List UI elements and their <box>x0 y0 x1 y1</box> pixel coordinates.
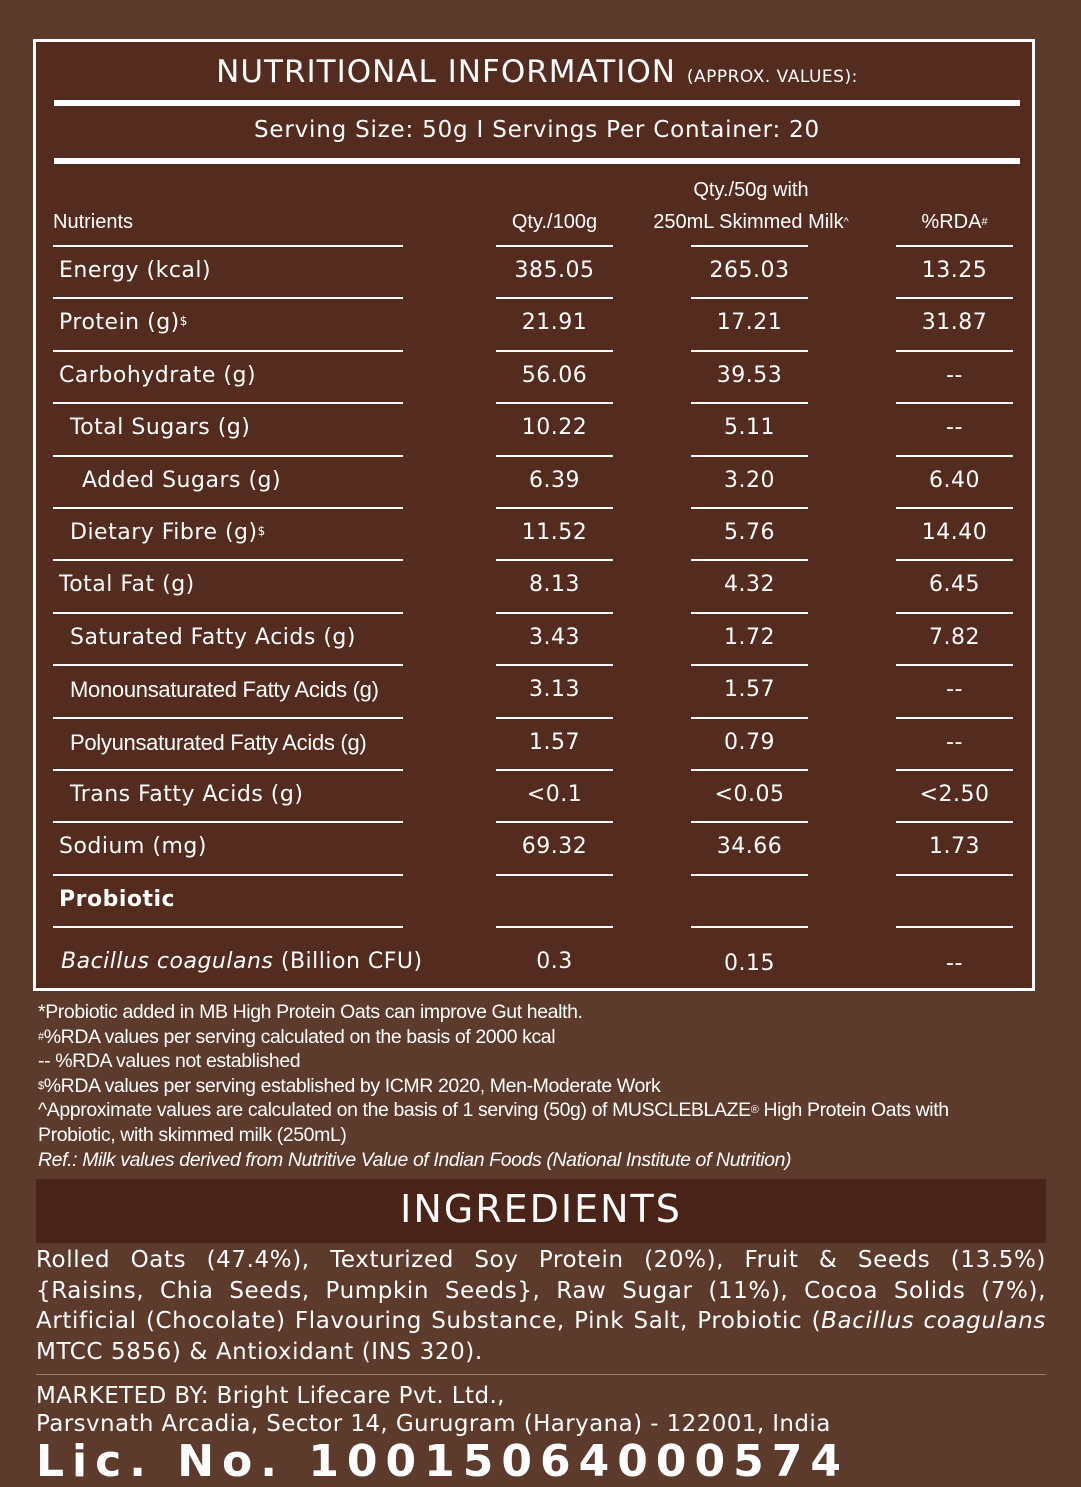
marketer-line-1: MARKETED BY: Bright Lifecare Pvt. Ltd., <box>36 1383 505 1409</box>
nutrient-label: Total Fat (g) <box>59 572 195 598</box>
note-reference: Ref.: Milk values derived from Nutritive Value of Indian Foods (National Institute of Nutrition) <box>38 1148 792 1171</box>
footnotes <box>38 1000 1038 1172</box>
value-rda: 14.40 <box>921 520 988 545</box>
row-line-qty100 <box>496 297 613 299</box>
nutrient-name <box>59 361 256 391</box>
value-qty100: 1.57 <box>529 729 580 755</box>
panel-title <box>36 54 1038 90</box>
row-line-rda <box>896 874 1013 876</box>
serving-info: Serving Size: 50g I Servings Per Container: 20 <box>253 117 820 143</box>
nutrient-mark: $ <box>257 524 266 538</box>
row-line-name <box>53 821 403 823</box>
nutrient-name <box>70 413 250 443</box>
value-qty100: <0.1 <box>526 782 583 807</box>
row-line-qty100 <box>496 769 613 771</box>
row-line-qty100 <box>496 821 613 823</box>
nutrient-name <box>82 466 281 496</box>
value-rda: -- <box>946 362 963 388</box>
ingredients-line-1: Rolled Oats (47.4%), Texturized Soy Protein (20%), Fruit & Seeds (13.5%) <box>36 1247 1046 1273</box>
nutrient-name <box>70 518 266 548</box>
row-line-name <box>53 507 403 509</box>
row-line-qty100 <box>496 559 613 561</box>
nutrient-name <box>70 675 379 705</box>
note-mark-hash: # <box>38 1030 44 1043</box>
row-line-qty100 <box>496 612 613 614</box>
row-line-qty50 <box>691 297 808 299</box>
row-line-name <box>53 926 403 928</box>
note-probiotic: *Probiotic added in MB High Protein Oats can improve Gut health. <box>38 1001 583 1023</box>
col-header-qty100: Qty./100g <box>511 211 598 233</box>
strain-unit: (Billion CFU) <box>280 949 423 975</box>
rda-mark: # <box>981 216 988 228</box>
nutrient-label: Added Sugars (g) <box>82 467 282 493</box>
value-qty50: 17.21 <box>716 310 783 336</box>
row-line-qty100 <box>496 350 613 352</box>
qty50-label: 250mL Skimmed Milk <box>653 211 844 233</box>
row-line-rda <box>896 769 1013 771</box>
row-line-qty100 <box>496 717 613 719</box>
row-line-rda <box>896 455 1013 457</box>
row-line-name <box>53 717 403 719</box>
nutrient-label: Trans Fatty Acids (g) <box>70 782 304 807</box>
note-icmr <box>38 1074 1038 1099</box>
note-mark-dollar: $ <box>38 1079 44 1092</box>
row-line-qty50 <box>691 717 808 719</box>
value-rda: 7.82 <box>929 624 980 650</box>
row-line-name <box>53 559 403 561</box>
row-line-qty100 <box>496 664 613 666</box>
col-header-qty50-line1: Qty./50g with <box>693 179 809 201</box>
row-line-qty50 <box>691 507 808 509</box>
license-number: Lic. No. 10015064000574 <box>36 1436 849 1487</box>
row-line-rda <box>896 350 1013 352</box>
nutrient-label: Carbohydrate (g) <box>59 362 257 388</box>
note-rda-basis-text: %RDA values per serving calculated on the basis of 2000 kcal <box>43 1025 556 1048</box>
strain-italic: Bacillus coagulans <box>61 949 274 975</box>
value-qty50: 0.79 <box>724 729 775 755</box>
ingredients-list <box>36 1245 1046 1367</box>
row-line-qty100 <box>496 507 613 509</box>
row-line-rda <box>896 245 1013 247</box>
value-rda: -- <box>946 677 963 703</box>
row-line-rda <box>896 717 1013 719</box>
row-line-name <box>53 664 403 666</box>
nutrient-name <box>59 885 175 915</box>
row-line-name <box>53 297 403 299</box>
title-text: NUTRITIONAL INFORMATION <box>216 54 676 90</box>
value-qty100: 21.91 <box>521 310 588 336</box>
row-line-qty50 <box>691 402 808 404</box>
row-line-name <box>53 350 403 352</box>
nutrient-name <box>70 780 303 810</box>
ingredients-line-3-b: Bacillus coagulans <box>821 1308 1046 1334</box>
note-approx-b: High Protein Oats with <box>758 1099 949 1122</box>
value-qty50: 265.03 <box>709 258 790 283</box>
value-qty50: <0.05 <box>714 782 785 807</box>
nutrient-label: Sodium (mg) <box>59 834 207 860</box>
rda-label: %RDA <box>921 211 982 233</box>
row-line-rda <box>896 612 1013 614</box>
col-header-nutrients: Nutrients <box>53 211 134 233</box>
note-approx-cont: Probiotic, with skimmed milk (250mL) <box>38 1123 347 1146</box>
row-line-qty50 <box>691 664 808 666</box>
probiotic-qty100: 0.3 <box>536 949 573 975</box>
row-line-qty50 <box>691 821 808 823</box>
registered-mark: ® <box>750 1104 759 1117</box>
row-line-name <box>53 769 403 771</box>
value-rda: 13.25 <box>921 258 988 283</box>
ingredients-header <box>36 1179 1046 1243</box>
value-rda: -- <box>946 415 963 441</box>
nutrient-name <box>70 728 366 758</box>
probiotic-strain-name <box>61 947 423 977</box>
nutrient-name <box>59 308 188 338</box>
row-line-rda <box>896 507 1013 509</box>
value-qty50: 39.53 <box>716 362 783 388</box>
nutrient-label: Dietary Fibre (g) <box>70 520 258 545</box>
nutrient-label: Protein (g) <box>59 310 180 336</box>
nutrition-panel <box>33 39 1035 991</box>
divider-top <box>54 100 1020 106</box>
row-line-qty100 <box>496 874 613 876</box>
row-line-qty50 <box>691 926 808 928</box>
divider-serving <box>54 158 1020 164</box>
value-qty50: 5.76 <box>724 520 775 545</box>
value-qty100: 10.22 <box>521 415 588 441</box>
note-not-established: -- %RDA values not established <box>38 1050 301 1073</box>
row-line-rda <box>896 402 1013 404</box>
qty50-mark: ^ <box>843 216 849 228</box>
nutrient-label: Saturated Fatty Acids (g) <box>70 624 356 650</box>
value-qty50: 1.57 <box>724 677 775 703</box>
row-line-name <box>53 455 403 457</box>
nutrient-label: Polyunsaturated Fatty Acids (g) <box>70 729 367 755</box>
nutrient-label: Monounsaturated Fatty Acids (g) <box>70 677 379 703</box>
ingredients-title: INGREDIENTS <box>400 1187 682 1231</box>
note-rda-basis <box>38 1025 1038 1050</box>
row-line-name <box>53 874 403 876</box>
row-line-rda <box>896 664 1013 666</box>
value-qty50: 4.32 <box>724 572 775 598</box>
nutrient-label: Energy (kcal) <box>59 258 212 283</box>
nutrient-label: Probiotic <box>59 886 176 912</box>
ingredients-line-2: {Raisins, Chia Seeds, Pumpkin Seeds}, Raw Sugar (11%), Cocoa Solids (7%), <box>36 1277 1046 1304</box>
value-rda: <2.50 <box>919 782 990 807</box>
value-rda: 6.40 <box>929 467 980 493</box>
note-icmr-text: %RDA values per serving established by ICMR 2020, Men-Moderate Work <box>43 1074 661 1097</box>
note-approx-a: ^Approximate values are calculated on the basis of 1 serving (50g) of MUSCLEBLAZE <box>38 1099 751 1122</box>
probiotic-rda: -- <box>946 951 963 977</box>
value-qty50: 34.66 <box>716 834 783 860</box>
row-line-qty50 <box>691 245 808 247</box>
value-qty50: 1.72 <box>724 624 775 650</box>
col-header-rda <box>896 206 1013 238</box>
row-line-name <box>53 402 403 404</box>
row-line-rda <box>896 297 1013 299</box>
value-qty100: 11.52 <box>521 520 588 545</box>
marketer-line-2: Parsvnath Arcadia, Sector 14, Gurugram (Haryana) - 122001, India <box>36 1411 831 1437</box>
row-line-name <box>53 612 403 614</box>
value-rda: 31.87 <box>921 310 988 336</box>
value-qty100: 56.06 <box>521 362 588 388</box>
row-line-qty50 <box>691 612 808 614</box>
nutrient-name <box>59 256 211 286</box>
value-rda: 6.45 <box>929 572 980 598</box>
row-line-qty50 <box>691 874 808 876</box>
row-line-rda <box>896 926 1013 928</box>
value-qty100: 3.43 <box>529 624 580 650</box>
row-line-qty100 <box>496 402 613 404</box>
value-rda: -- <box>946 729 963 755</box>
row-line-rda <box>896 821 1013 823</box>
probiotic-qty50: 0.15 <box>724 951 775 977</box>
row-line-qty50 <box>691 455 808 457</box>
note-approx <box>38 1098 1038 1123</box>
value-qty100: 3.13 <box>529 677 580 703</box>
row-line-qty100 <box>496 455 613 457</box>
col-header-qty50-line2 <box>646 206 856 238</box>
nutrient-mark: $ <box>179 314 188 329</box>
ingredients-line-3 <box>36 1306 1046 1337</box>
row-line-qty100 <box>496 245 613 247</box>
value-qty100: 69.32 <box>521 834 588 860</box>
row-line-name <box>53 245 403 247</box>
title-subtitle: (APPROX. VALUES): <box>686 67 858 87</box>
value-qty100: 6.39 <box>529 467 580 493</box>
row-line-qty50 <box>691 559 808 561</box>
row-line-qty100 <box>496 926 613 928</box>
nutrient-name <box>59 832 207 862</box>
nutrient-name <box>59 570 195 600</box>
value-qty100: 385.05 <box>514 258 595 283</box>
row-line-qty50 <box>691 350 808 352</box>
value-qty50: 3.20 <box>724 467 775 493</box>
ingredients-line-4: MTCC 5856) & Antioxidant (INS 320). <box>36 1338 483 1365</box>
nutrient-label: Total Sugars (g) <box>70 415 251 441</box>
marketer-info <box>36 1382 831 1438</box>
value-qty50: 5.11 <box>724 415 775 441</box>
row-line-rda <box>896 559 1013 561</box>
value-qty100: 8.13 <box>529 572 580 598</box>
nutrient-name <box>70 623 356 653</box>
value-rda: 1.73 <box>929 834 980 860</box>
divider-marketer <box>36 1374 1046 1375</box>
ingredients-line-3-a: Artificial (Chocolate) Flavouring Substance, Pink Salt, Probiotic ( <box>36 1308 822 1334</box>
row-line-qty50 <box>691 769 808 771</box>
